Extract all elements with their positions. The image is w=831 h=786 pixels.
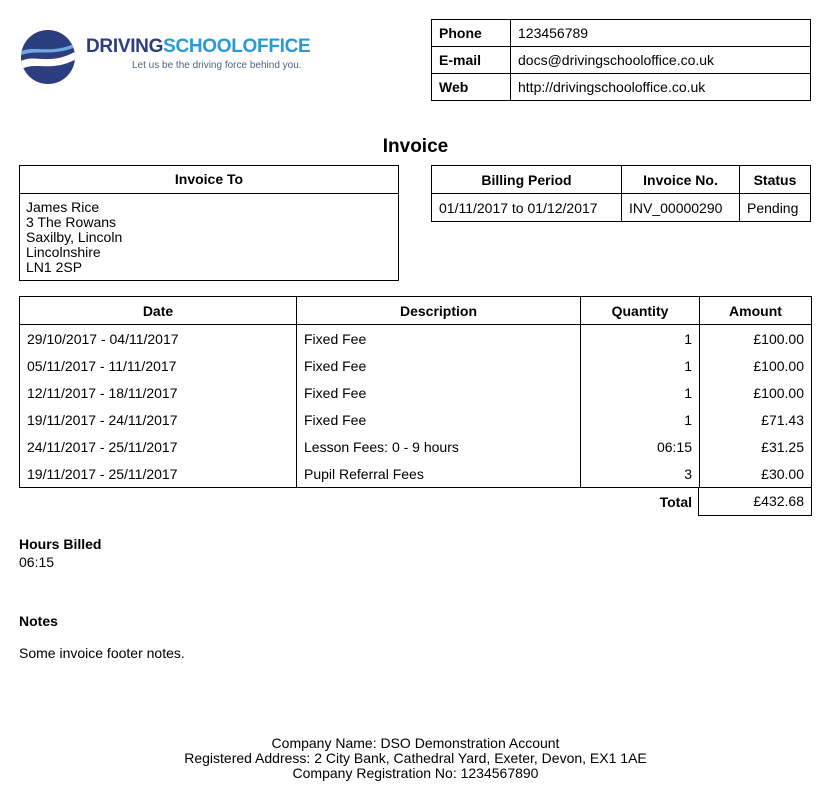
logo-tagline: Let us be the driving force behind you. [132,60,302,71]
item-description: Lesson Fees: 0 - 9 hours [297,433,581,460]
item-description: Pupil Referral Fees [297,460,581,488]
description-header: Description [297,297,581,325]
company-footer [0,736,831,781]
contact-row-web [432,74,811,101]
contact-value: http://drivingschooloffice.co.uk [511,74,811,101]
item-description: Fixed Fee [297,406,581,433]
item-amount: £31.25 [700,433,812,460]
contact-value: 123456789 [511,20,811,47]
billing-period: 01/11/2017 to 01/12/2017 [432,194,622,222]
contact-label: Phone [432,20,511,47]
invoice-number-header: Invoice No. [622,166,740,194]
contact-value: docs@drivingschooloffice.co.uk [511,47,811,74]
address-line: Saxilby, Lincoln [26,229,123,245]
contact-row-email [432,47,811,74]
address-line: LN1 2SP [26,259,83,275]
address-line: 3 The Rowans [26,214,117,230]
invoice-number: INV_00000290 [622,194,740,222]
item-date: 05/11/2017 - 11/11/2017 [20,352,297,379]
table-row [20,460,812,488]
item-date: 19/11/2017 - 24/11/2017 [20,406,297,433]
table-row [20,352,812,379]
item-quantity: 1 [581,352,700,379]
item-description: Fixed Fee [297,325,581,353]
item-amount: £30.00 [700,460,812,488]
invoice-to-box [19,165,399,281]
status-header: Status [740,166,811,194]
quantity-header: Quantity [581,297,700,325]
address-line: James Rice [26,199,100,215]
item-quantity: 1 [581,379,700,406]
billing-period-header: Billing Period [432,166,622,194]
items-table [19,296,812,488]
notes-text: Some invoice footer notes. [19,645,185,661]
item-amount: £100.00 [700,379,812,406]
contact-row-phone [432,20,811,47]
table-row [20,325,812,353]
item-date: 19/11/2017 - 25/11/2017 [20,460,297,488]
item-description: Fixed Fee [297,379,581,406]
item-quantity: 1 [581,325,700,353]
contact-label: Web [432,74,511,101]
item-description: Fixed Fee [297,352,581,379]
billing-table [431,165,811,222]
status-badge: Pending [740,194,811,222]
item-date: 24/11/2017 - 25/11/2017 [20,433,297,460]
invoice-to-address [20,194,398,275]
date-header: Date [20,297,297,325]
item-amount: £100.00 [700,352,812,379]
item-quantity: 1 [581,406,700,433]
item-quantity: 06:15 [581,433,700,460]
item-date: 29/10/2017 - 04/11/2017 [20,325,297,353]
total-amount: £432.68 [698,488,812,516]
logo-emblem-icon [20,29,76,85]
registered-address: Registered Address: 2 City Bank, Cathedral Yard, Exeter, Devon, EX1 1AE [184,750,647,766]
company-registration: Company Registration No: 1234567890 [292,765,539,781]
table-row [20,379,812,406]
company-name: Company Name: DSO Demonstration Account [271,735,560,751]
total-label: Total [659,494,692,510]
amount-header: Amount [700,297,812,325]
notes-label: Notes [19,613,58,629]
item-amount: £71.43 [700,406,812,433]
table-row [20,433,812,460]
item-quantity: 3 [581,460,700,488]
hours-billed-label: Hours Billed [19,536,102,552]
logo-wordmark: DRIVINGSCHOOLOFFICE [86,36,311,57]
address-line: Lincolnshire [26,244,101,260]
contact-label: E-mail [432,47,511,74]
invoice-to-header: Invoice To [20,166,398,194]
hours-billed-value: 06:15 [19,554,55,570]
item-amount: £100.00 [700,325,812,353]
contact-table [431,19,811,101]
page-title: Invoice [382,136,449,157]
item-date: 12/11/2017 - 18/11/2017 [20,379,297,406]
table-row [20,406,812,433]
